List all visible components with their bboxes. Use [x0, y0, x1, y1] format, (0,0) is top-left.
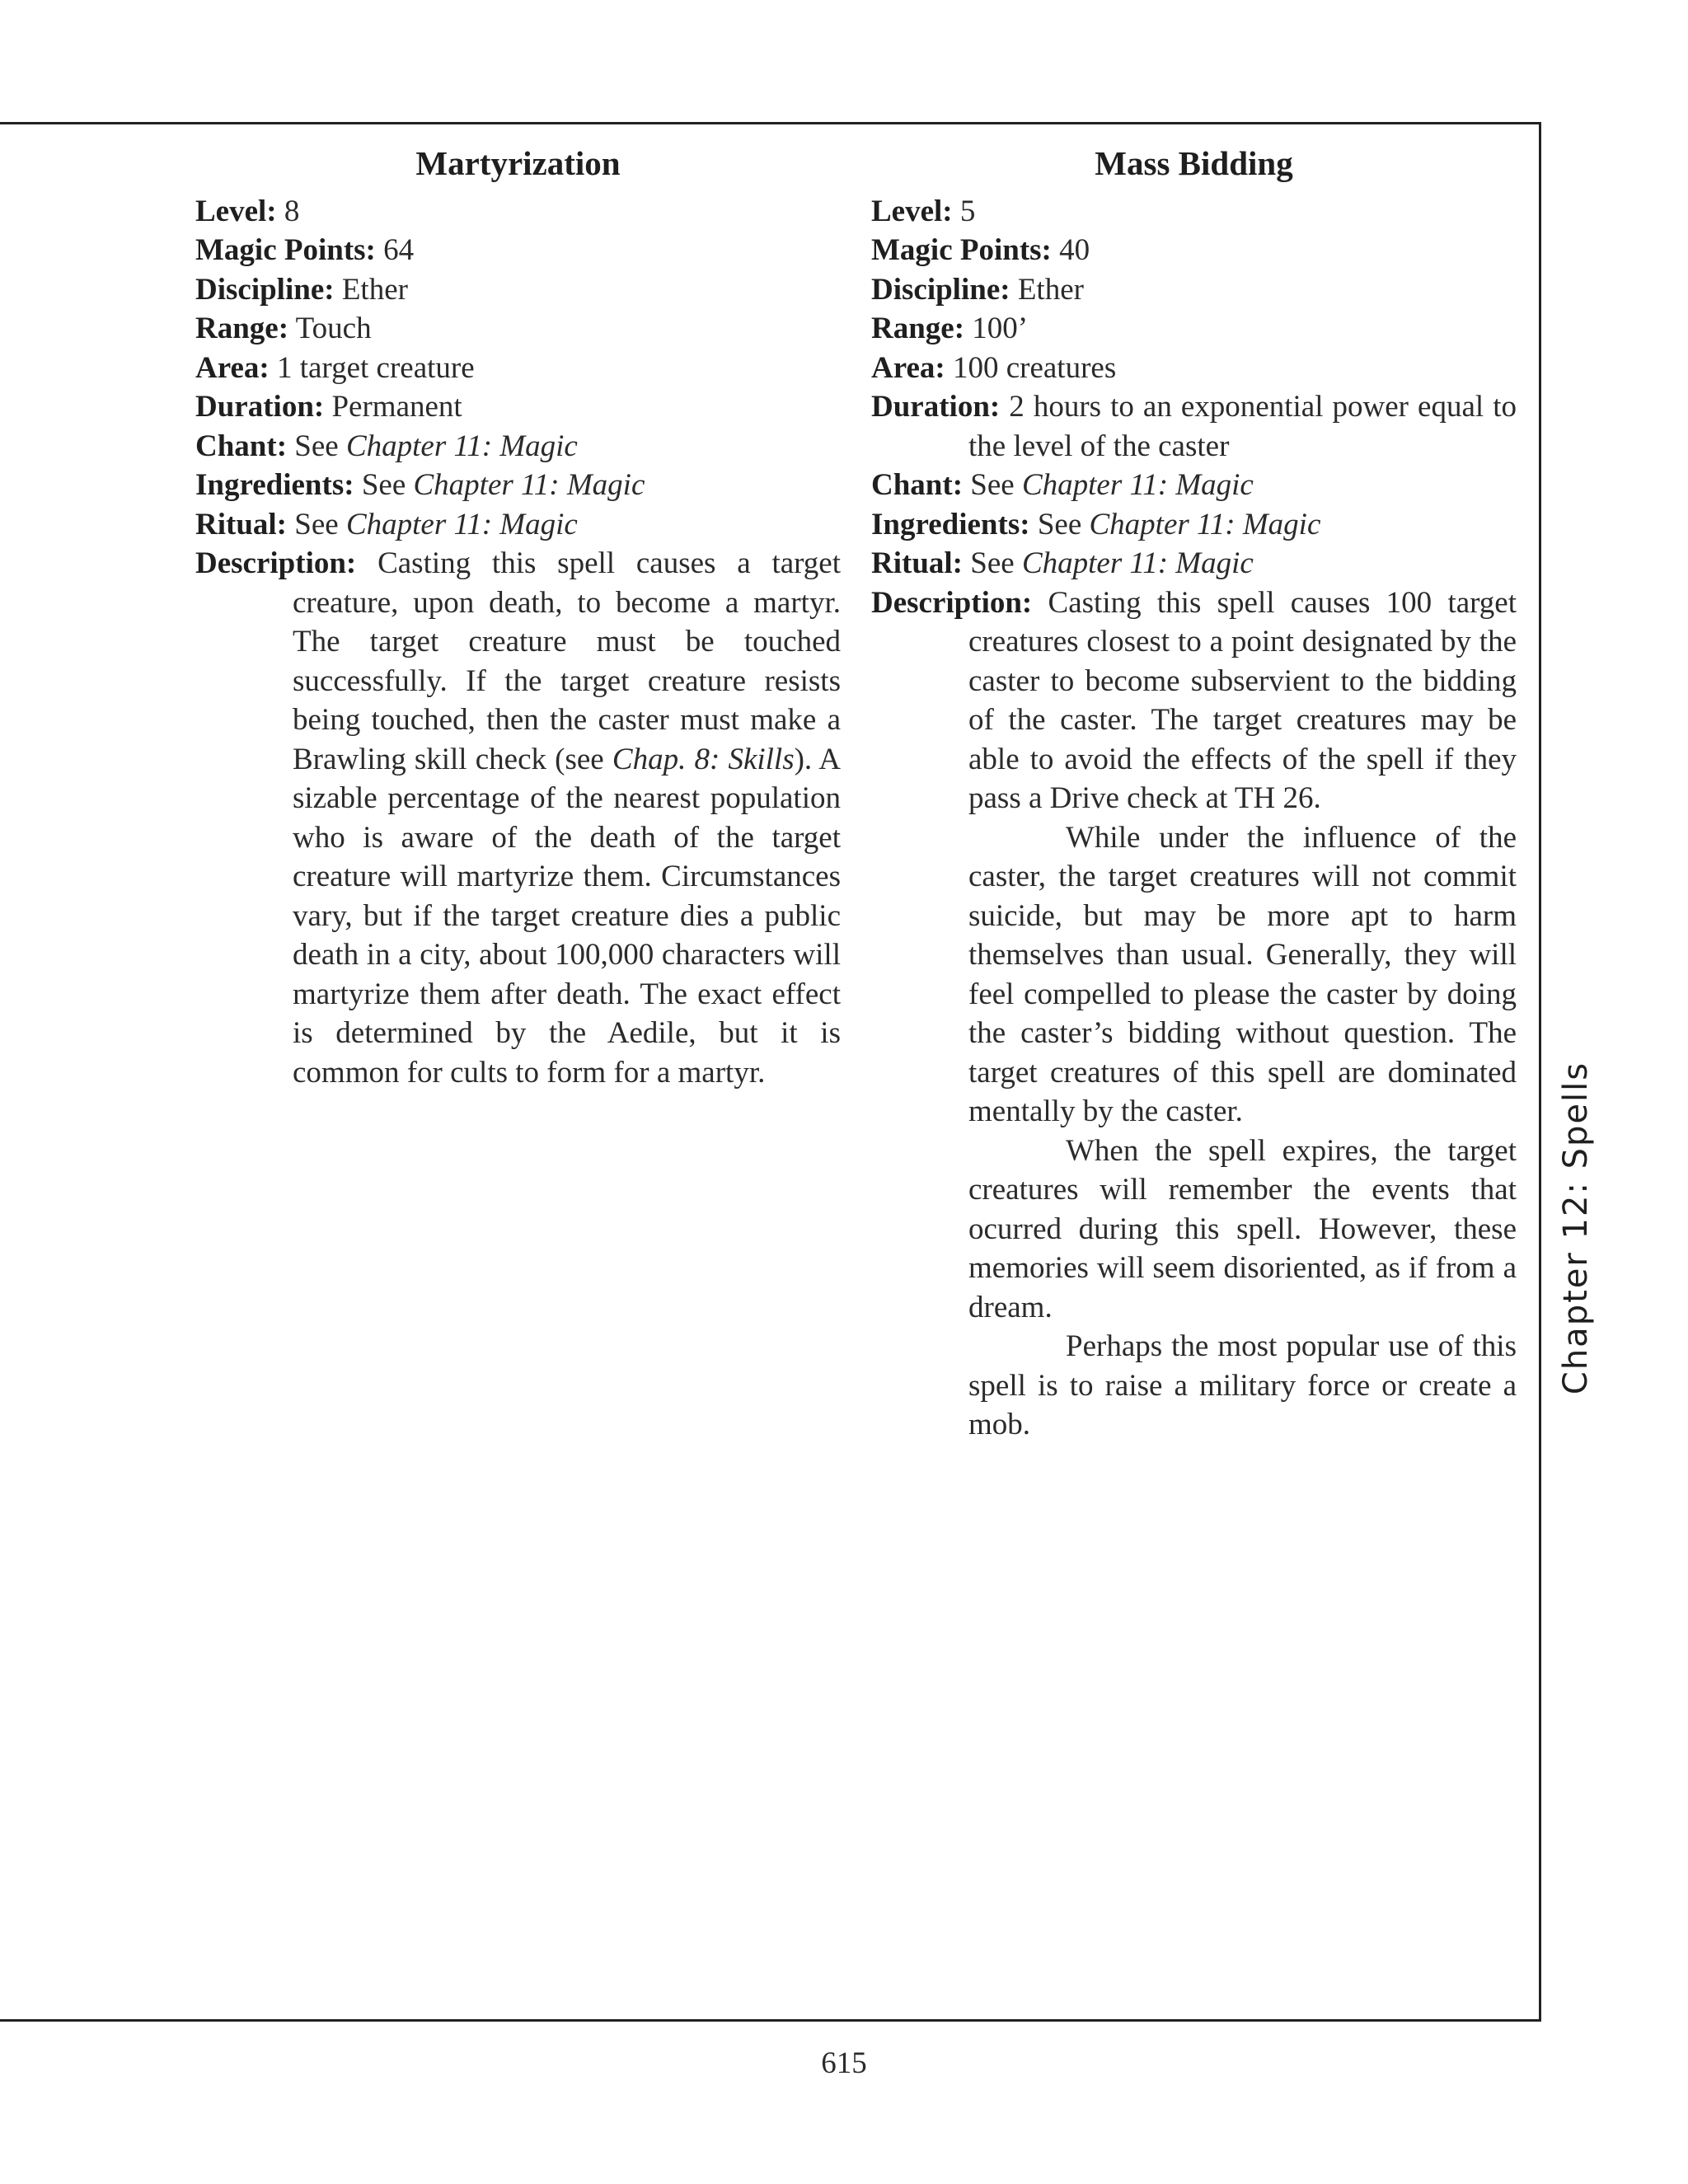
description-label: Description: — [195, 546, 357, 580]
field-level: Level: 8 — [195, 194, 300, 228]
spell-martyrization — [195, 144, 841, 1092]
field-discipline: Discipline: Ether — [195, 272, 408, 307]
field-ritual: Ritual: See Chapter 11: Magic — [871, 546, 1254, 580]
field-range: Range: Touch — [195, 312, 372, 345]
description-paragraph: While under the influence of the caster, the target creatures will not commit suicide, but may be more apt to harm themselves than usual. Generally, they will feel compelled to please the caster by doing the caster’s bidding without question. The target creatures of this spell are dominated mentally by the caster. — [968, 820, 1517, 1128]
spell-title: Martyrization — [415, 144, 621, 182]
field-level: Level: 5 — [871, 194, 976, 228]
spell-description — [195, 544, 841, 1092]
description-reference: Chap. 8: Skills — [612, 742, 795, 776]
page-number: 615 — [821, 2046, 867, 2080]
field-ritual: Ritual: See Chapter 11: Magic — [195, 507, 578, 541]
field-magic-points: Magic Points: 64 — [195, 233, 415, 267]
spell-mass-bidding — [871, 144, 1517, 1445]
spell-description — [871, 583, 1517, 1445]
description-paragraph: Casting this spell causes 100 target creatures closest to a point designated by the caster to become subservient to the bidding of the caster. The target creatures may be able to avoid the effects of the spell if they pass a Drive check at TH 26. — [968, 585, 1517, 815]
field-chant: Chant: See Chapter 11: Magic — [195, 429, 578, 463]
field-duration: Duration: Permanent — [195, 390, 462, 424]
field-discipline: Discipline: Ether — [871, 272, 1084, 307]
description-paragraph: Perhaps the most popular use of this spell is to raise a military force or create a mob. — [968, 1329, 1517, 1441]
spell-title: Mass Bidding — [1095, 144, 1293, 182]
field-ingredients: Ingredients: See Chapter 11: Magic — [871, 507, 1321, 541]
description-text-continued: ). A sizable percentage of the nearest population who is aware of the death of the target creature will martyrize them. Circumstances vary, but if the target creature dies a public death in a city, about 100,000 characters will martyrize them after death. The exact effect is determined by the Aedile, but it is common for cults to form for a martyr. — [293, 742, 842, 1090]
field-magic-points: Magic Points: 40 — [871, 233, 1090, 267]
field-area: Area: 100 creatures — [871, 350, 1117, 385]
description-text: Casting this spell causes a target creature, upon death, to become a martyr. The target creature must be touched successfully. If the target creature resists being touched, then the caster must make a Brawling skill check (see — [293, 546, 842, 776]
field-duration: Duration: 2 hours to an exponential power equal to the level of the caster — [871, 390, 1517, 463]
chapter-label: Chapter 12: Spells — [1557, 1061, 1595, 1395]
field-area: Area: 1 target creature — [195, 350, 475, 385]
field-range: Range: 100’ — [871, 312, 1029, 345]
description-paragraph: When the spell expires, the target creatures will remember the events that ocurred during this spell. However, these memories will seem disoriented, as if from a dream. — [968, 1133, 1517, 1324]
description-label: Description: — [871, 585, 1033, 620]
field-ingredients: Ingredients: See Chapter 11: Magic — [195, 468, 645, 502]
field-chant: Chant: See Chapter 11: Magic — [871, 468, 1254, 502]
